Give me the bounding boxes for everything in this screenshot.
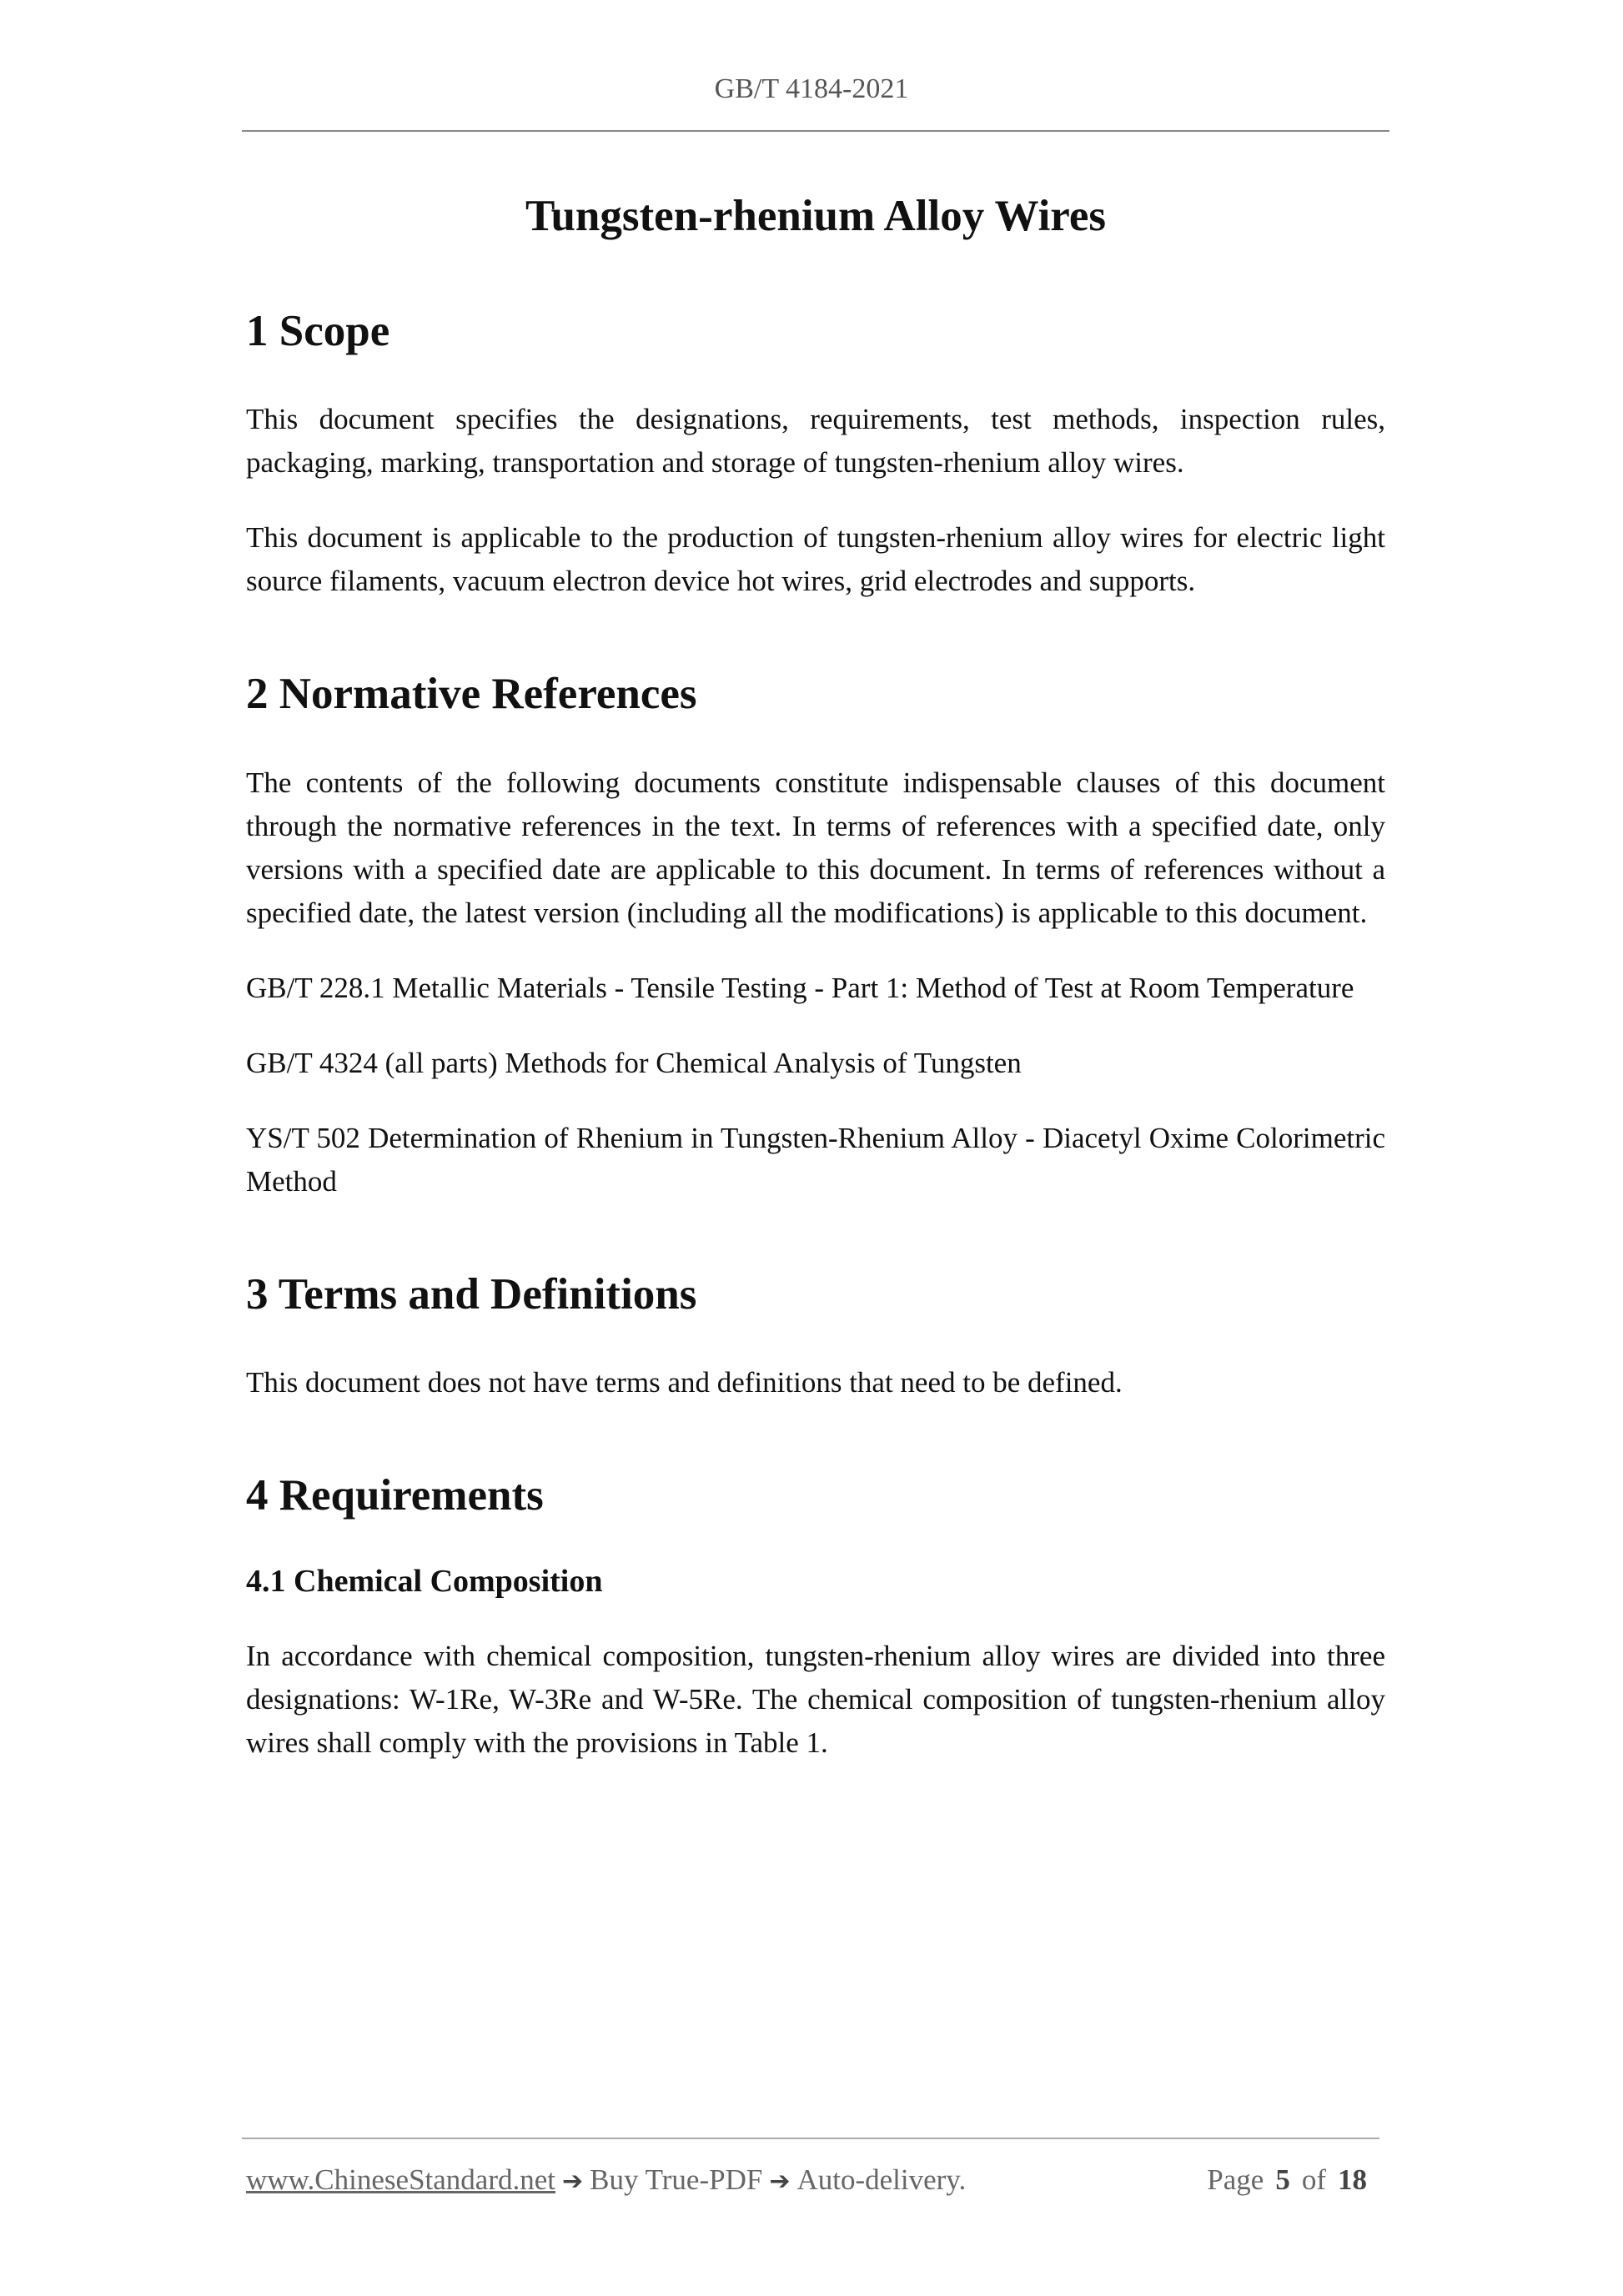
section-heading-normative-references: 2 Normative References bbox=[246, 670, 697, 719]
section-heading-requirements: 4 Requirements bbox=[246, 1471, 544, 1520]
footer-divider bbox=[242, 2138, 1379, 2139]
scope-paragraph-1: This document specifies the designations, requirements, test methods, inspection rules, packaging, marking, transportation and storage of tungsten-rhenium alloy wires. bbox=[246, 403, 1385, 480]
of-word: of bbox=[1301, 2163, 1326, 2196]
section-heading-scope: 1 Scope bbox=[246, 306, 390, 355]
footer-delivery-text: Auto-delivery. bbox=[796, 2163, 967, 2196]
reference-item-gbt-228-1: GB/T 228.1 Metallic Materials - Tensile Testing - Part 1: Method of Test at Room Temperature bbox=[246, 971, 1354, 1004]
scope-paragraph-2: This document is applicable to the production of tungsten-rhenium alloy wires for electric light source filaments, vacuum electron device hot wires, grid electrodes and supports. bbox=[246, 521, 1385, 598]
document-title: Tungsten-rhenium Alloy Wires bbox=[525, 192, 1107, 240]
document-body bbox=[246, 190, 1385, 1796]
header-divider bbox=[242, 130, 1389, 132]
reference-item-gbt-4324: GB/T 4324 (all parts) Methods for Chemical Analysis of Tungsten bbox=[246, 1046, 1022, 1079]
normative-paragraph: The contents of the following documents constitute indispensable clauses of this document through the normative references in the text. In terms of references with a specified date, only versions with a specified date are applicable to this document. In terms of references without a specified date, the latest version (including all the modifications) is applicable to this document. bbox=[246, 766, 1385, 929]
footer-buy-text: Buy True-PDF bbox=[590, 2163, 763, 2196]
page-word: Page bbox=[1207, 2163, 1264, 2196]
arrow-right-icon: ➔ bbox=[562, 2167, 584, 2196]
page-footer bbox=[246, 2163, 1379, 2197]
subsection-heading-chemical-composition: 4.1 Chemical Composition bbox=[246, 1563, 603, 1599]
footer-website-link[interactable]: www.ChineseStandard.net bbox=[246, 2163, 555, 2196]
section-heading-terms: 3 Terms and Definitions bbox=[246, 1269, 697, 1319]
page-total-number: 18 bbox=[1338, 2163, 1367, 2196]
chemical-composition-paragraph: In accordance with chemical composition, tungsten-rhenium alloy wires are divided into three designations: W-1Re, W-3Re and W-5Re. The chemical composition of tungsten-rhenium alloy wires shall comply with the provisions in Table 1. bbox=[246, 1639, 1385, 1759]
header-standard-code: GB/T 4184-2021 bbox=[714, 73, 909, 104]
page-current-number: 5 bbox=[1275, 2163, 1290, 2196]
terms-paragraph: This document does not have terms and definitions that need to be defined. bbox=[246, 1366, 1123, 1399]
reference-item-yst-502: YS/T 502 Determination of Rhenium in Tungsten-Rhenium Alloy - Diacetyl Oxime Colorimetric Method bbox=[246, 1121, 1385, 1198]
arrow-right-icon: ➔ bbox=[769, 2167, 791, 2196]
footer-promo bbox=[246, 2163, 966, 2197]
page-indicator bbox=[1207, 2163, 1379, 2197]
